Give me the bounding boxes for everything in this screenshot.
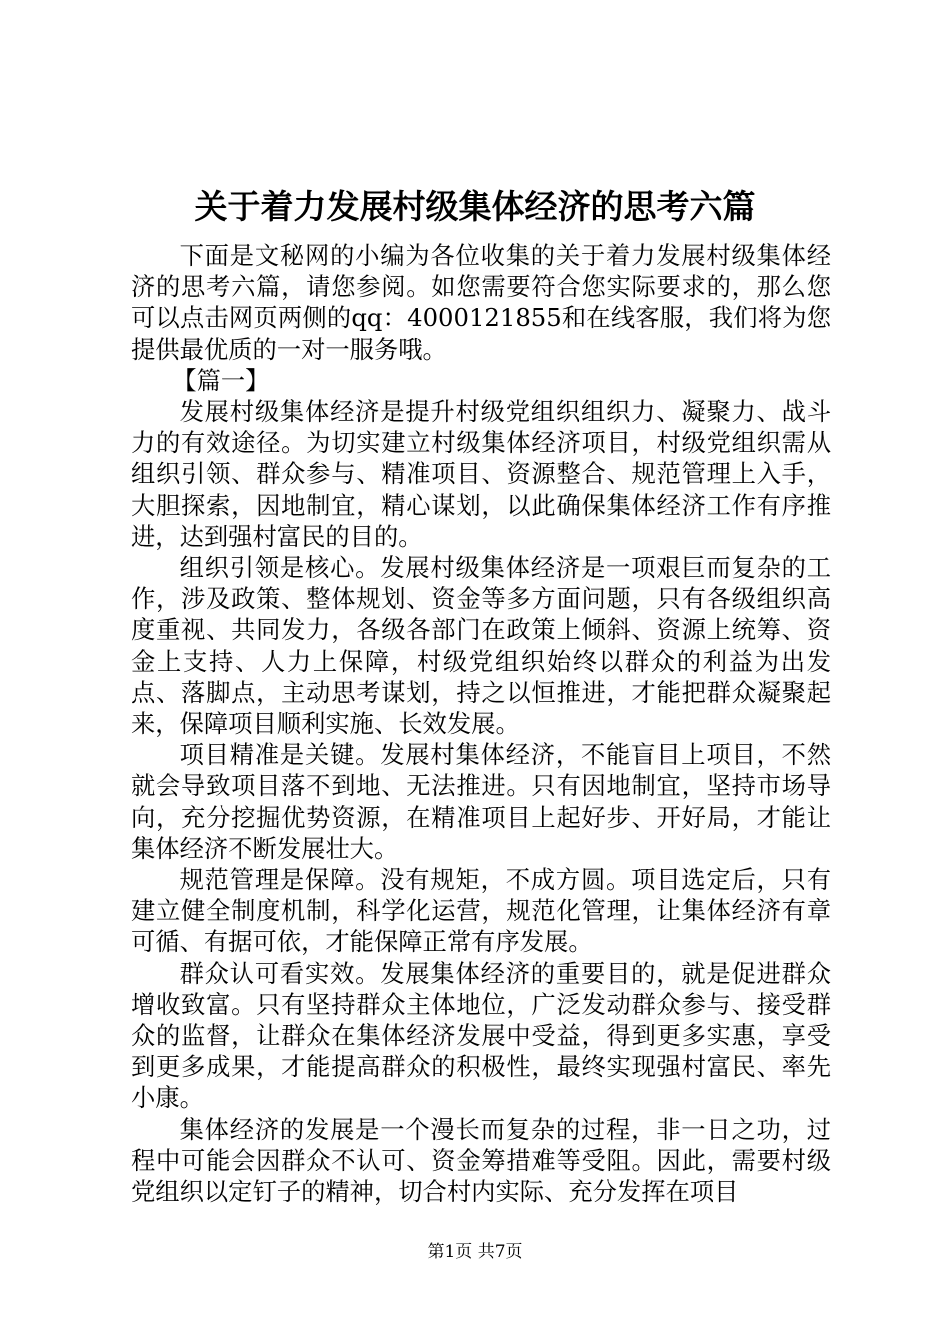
intro-paragraph: 下面是文秘网的小编为各位收集的关于着力发展村级集体经济的思考六篇，请您参阅。如您需要符合您实际要求的，那么您可以点击网页两侧的qq：4000121855和在线客服，我们将为您提供最优质的一对一服务哦。 [131, 241, 831, 364]
document-body [131, 240, 831, 1207]
body-paragraph: 集体经济的发展是一个漫长而复杂的过程，非一日之功，过程中可能会因群众不认可、资金筹措难等受阻。因此，需要村级党组织以定钉子的精神，切合村内实际、充分发挥在项目 [131, 1114, 831, 1207]
body-paragraph: 发展村级集体经济是提升村级党组织组织力、凝聚力、战斗力的有效途径。为切实建立村级集体经济项目，村级党组织需从组织引领、群众参与、精准项目、资源整合、规范管理上入手，大胆探索，因地制宜，精心谋划，以此确保集体经济工作有序推进，达到强村富民的目的。 [131, 397, 831, 551]
body-paragraph: 规范管理是保障。没有规矩，不成方圆。项目选定后，只有建立健全制度机制，科学化运营，规范化管理，让集体经济有章可循、有据可依，才能保障正常有序发展。 [131, 865, 831, 957]
section-heading: 【篇一】 [172, 365, 270, 395]
body-paragraph: 组织引领是核心。发展村级集体经济是一项艰巨而复杂的工作，涉及政策、整体规划、资金等多方面问题，只有各级组织高度重视、共同发力，各级各部门在政策上倾斜、资源上统筹、资金上支持、人力上保障，村级党组织始终以群众的利益为出发点、落脚点，主动思考谋划，持之以恒推进，才能把群众凝聚起来，保障项目顺利实施、长效发展。 [131, 553, 831, 739]
body-paragraph: 项目精准是关键。发展村集体经济，不能盲目上项目，不然就会导致项目落不到地、无法推进。只有因地制宜，坚持市场导向，充分挖掘优势资源，在精准项目上起好步、开好局，才能让集体经济不断发展壮大。 [131, 740, 831, 863]
document-title: 关于着力发展村级集体经济的思考六篇 [194, 187, 756, 226]
page-footer: 第1页 共7页 [427, 1242, 523, 1262]
body-paragraph: 群众认可看实效。发展集体经济的重要目的，就是促进群众增收致富。只有坚持群众主体地位，广泛发动群众参与、接受群众的监督，让群众在集体经济发展中受益，得到更多实惠，享受到更多成果，才能提高群众的积极性，最终实现强村富民、率先小康。 [131, 958, 831, 1113]
